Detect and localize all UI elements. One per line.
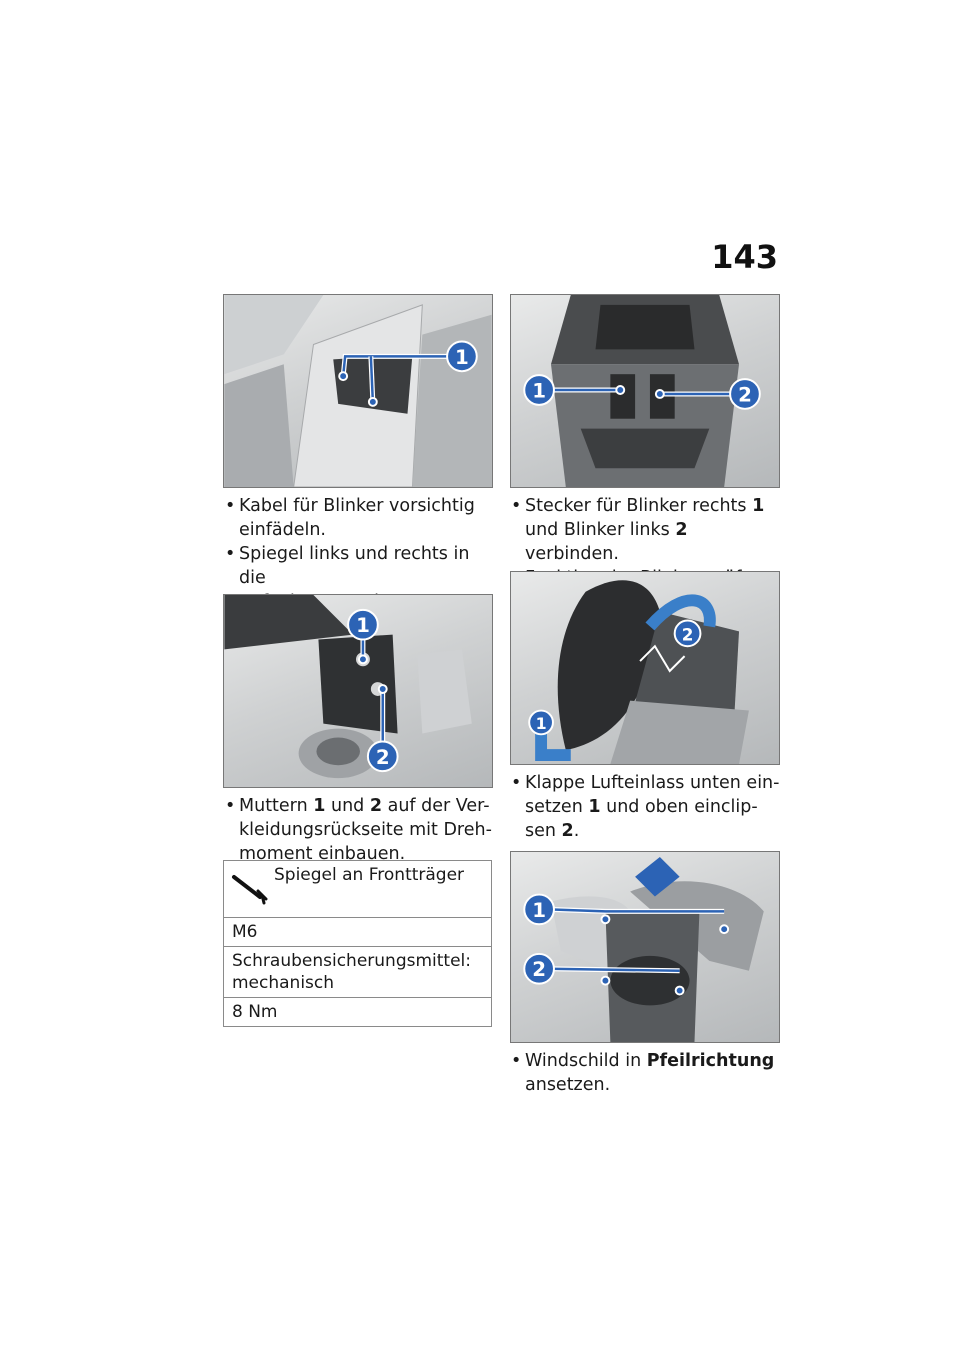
torque-table-title-cell <box>224 861 492 918</box>
step-text: verbinden. <box>525 544 619 564</box>
step-text: ansetzen. <box>525 1075 611 1095</box>
torque-wrench-icon <box>230 869 270 905</box>
torque-value: 8 Nm <box>224 998 492 1027</box>
callout-1 <box>524 895 554 925</box>
bullet-icon: • <box>511 773 522 793</box>
figure-2-illustration <box>511 295 779 487</box>
step-text: setzen <box>525 797 589 817</box>
figure-mirror-mount-photo <box>223 294 493 488</box>
step-text: Muttern <box>239 796 314 816</box>
callout-2 <box>524 954 554 984</box>
bullet-icon: • <box>511 1051 522 1071</box>
step-text: Kabel für Blinker vorsichtig <box>239 496 475 516</box>
svg-text:1: 1 <box>356 614 370 638</box>
svg-text:2: 2 <box>681 624 694 645</box>
reference-number: 1 <box>752 496 765 516</box>
step-item <box>511 771 781 843</box>
figure-nut-install-photo <box>223 594 493 788</box>
bullet-icon: • <box>225 544 236 564</box>
thread-size: M6 <box>224 918 492 947</box>
torque-table-title: Spiegel an Frontträger <box>274 865 465 885</box>
step-text: Spiegel links und rechts in die <box>239 544 470 588</box>
callout-1 <box>524 375 554 405</box>
step-text: kleidungsrückseite mit Dreh- <box>239 820 492 840</box>
step-text: und Blinker links <box>525 520 676 540</box>
step-item <box>511 494 781 566</box>
emphasis-text: Pfeilrichtung <box>646 1051 775 1071</box>
step-item <box>225 494 495 542</box>
svg-text:2: 2 <box>738 383 752 407</box>
svg-text:1: 1 <box>535 713 547 733</box>
figure-1-illustration <box>224 295 492 487</box>
figure-5-illustration <box>511 852 779 1042</box>
figure-indicator-connector-photo <box>510 294 780 488</box>
figure-4-illustration <box>511 572 779 764</box>
reference-number: 1 <box>313 796 326 816</box>
step-text: sen <box>525 821 562 841</box>
reference-number: 2 <box>675 520 688 540</box>
bullet-icon: • <box>225 796 236 816</box>
callout-1 <box>348 610 378 640</box>
step-text: einfädeln. <box>239 520 326 540</box>
reference-number: 2 <box>369 796 383 816</box>
left-steps-b <box>225 794 495 866</box>
right-steps-c <box>511 1049 781 1097</box>
torque-spec-table <box>223 860 492 1027</box>
callout-1 <box>529 711 553 735</box>
step-text: und <box>325 796 370 816</box>
step-text: Stecker für Blinker rechts <box>525 496 753 516</box>
step-text: moment einbauen. <box>239 844 406 864</box>
reference-number: 2 <box>561 821 574 841</box>
svg-text:1: 1 <box>532 898 546 922</box>
step-item <box>225 794 495 866</box>
callout-1 <box>447 342 477 372</box>
svg-text:2: 2 <box>375 745 390 769</box>
svg-text:2: 2 <box>532 958 546 982</box>
step-text: Windschild in <box>525 1051 647 1071</box>
page-number: 143 <box>711 238 778 276</box>
bullet-icon: • <box>511 496 522 516</box>
figure-air-intake-flap-photo <box>510 571 780 765</box>
step-item <box>511 1049 781 1097</box>
reference-number: 1 <box>588 797 601 817</box>
locking-agent: Schraubensicherungsmittel: mechanisch <box>224 947 492 998</box>
step-text: . <box>573 821 580 841</box>
right-steps-b <box>511 771 781 843</box>
step-text: und oben einclip- <box>600 797 758 817</box>
figure-3-illustration <box>224 595 492 787</box>
svg-text:1: 1 <box>455 345 469 369</box>
callout-2 <box>730 379 760 409</box>
figure-windshield-photo <box>510 851 780 1043</box>
bullet-icon: • <box>225 496 236 516</box>
step-text: Klappe Lufteinlass unten ein- <box>525 773 780 793</box>
svg-text:1: 1 <box>532 379 546 403</box>
callout-2 <box>368 741 398 771</box>
step-text: auf der Ver- <box>382 796 490 816</box>
callout-2 <box>675 620 701 646</box>
